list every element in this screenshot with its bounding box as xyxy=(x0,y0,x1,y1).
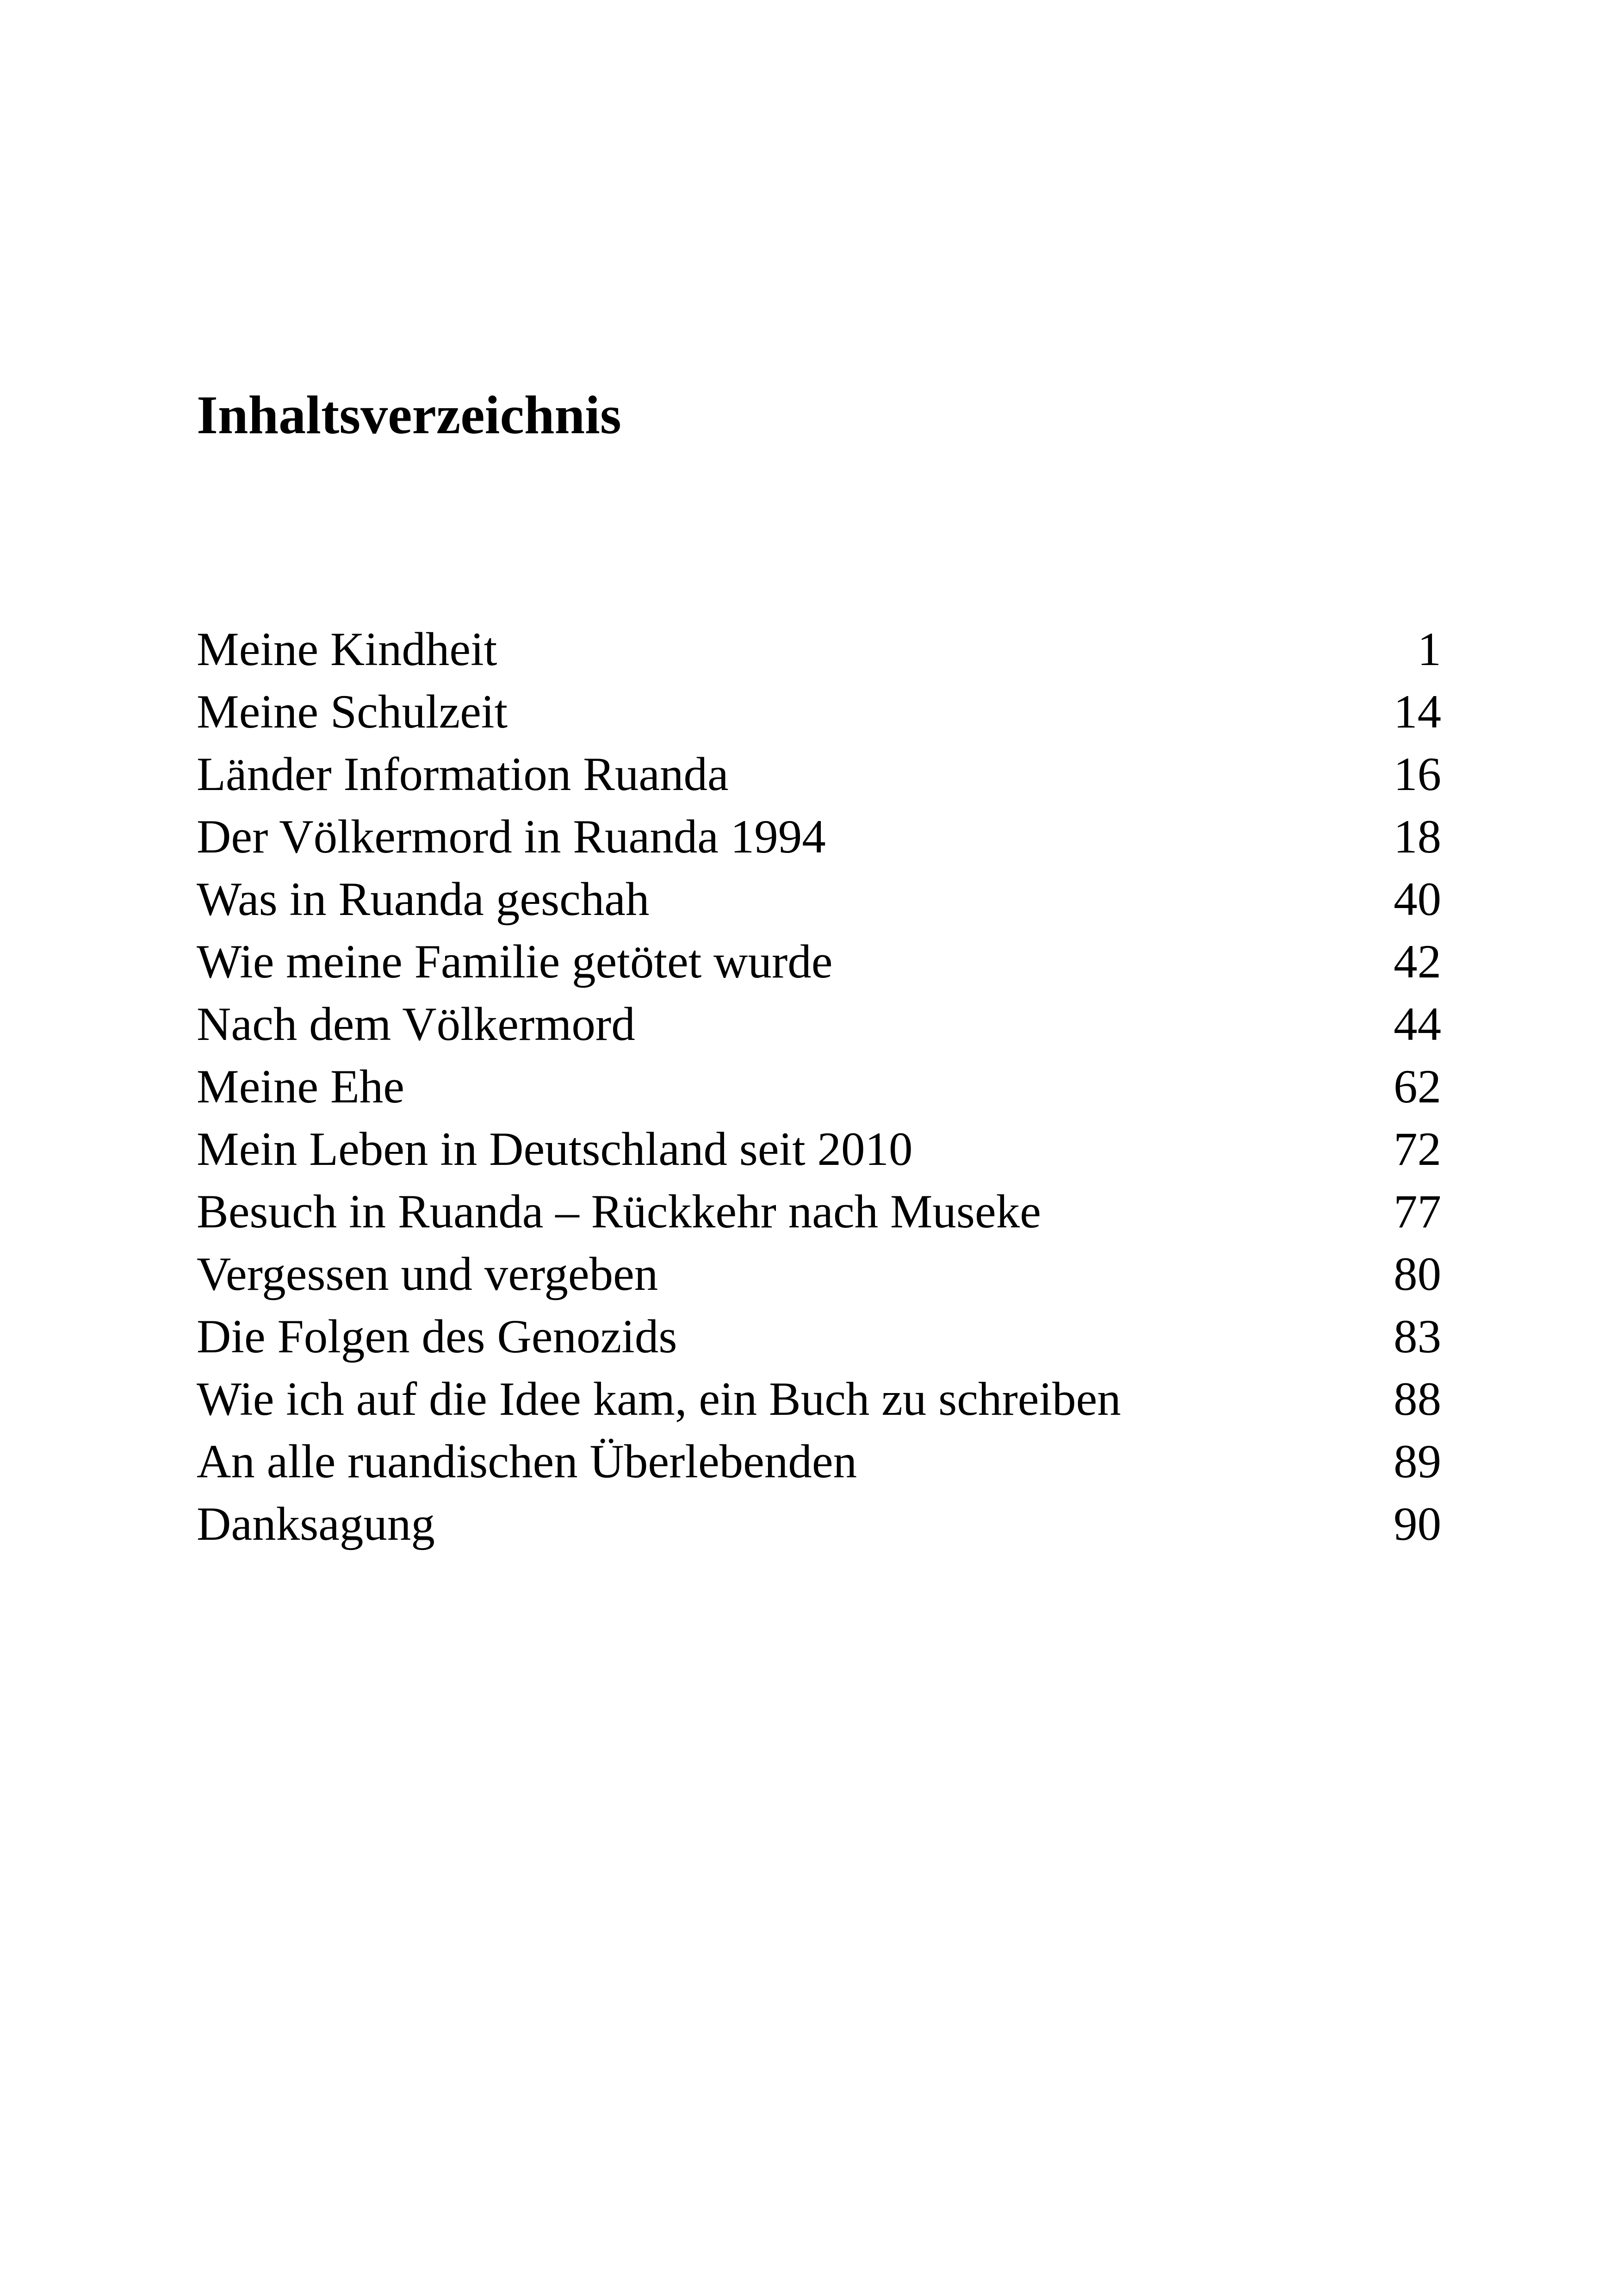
toc-entry xyxy=(197,1493,1441,1556)
toc-entry-title: Länder Information Ruanda xyxy=(197,748,729,801)
toc-entry-page-number: 72 xyxy=(1394,1123,1441,1176)
toc-entry-page-number: 88 xyxy=(1394,1373,1441,1425)
toc-entry-title: An alle ruandischen Überlebenden xyxy=(197,1435,857,1488)
toc-entry xyxy=(197,1118,1441,1181)
toc-entry xyxy=(197,1368,1441,1431)
toc-entry-page-number: 89 xyxy=(1394,1435,1441,1488)
toc-entry xyxy=(197,1243,1441,1306)
toc-entry xyxy=(197,1431,1441,1493)
toc-entry-page-number: 62 xyxy=(1394,1060,1441,1113)
toc-entry-title: Was in Ruanda geschah xyxy=(197,873,650,926)
toc-entry-page-number: 42 xyxy=(1394,935,1441,988)
toc-entry xyxy=(197,1306,1441,1368)
toc-entry xyxy=(197,931,1441,993)
toc-entry-page-number: 40 xyxy=(1394,873,1441,926)
toc-entry xyxy=(197,868,1441,931)
toc-entry-title: Vergessen und vergeben xyxy=(197,1248,658,1300)
toc-entry-page-number: 16 xyxy=(1394,748,1441,801)
toc-entry-page-number: 90 xyxy=(1394,1498,1441,1550)
toc-entry-title: Wie ich auf die Idee kam, ein Buch zu schreiben xyxy=(197,1373,1121,1425)
toc-entry xyxy=(197,743,1441,806)
toc-entry xyxy=(197,1181,1441,1243)
toc-entry-page-number: 18 xyxy=(1394,810,1441,863)
toc-entry-title: Nach dem Völkermord xyxy=(197,998,635,1051)
toc-entry-page-number: 44 xyxy=(1394,998,1441,1051)
toc-entry xyxy=(197,681,1441,743)
toc-entry-title: Die Folgen des Genozids xyxy=(197,1310,677,1363)
toc-entry-page-number: 1 xyxy=(1417,623,1441,676)
toc-entry-title: Meine Kindheit xyxy=(197,623,497,676)
toc-entry-title: Meine Ehe xyxy=(197,1060,405,1113)
toc-entry-page-number: 80 xyxy=(1394,1248,1441,1300)
toc-entry-title: Der Völkermord in Ruanda 1994 xyxy=(197,810,826,863)
toc-entry-page-number: 83 xyxy=(1394,1310,1441,1363)
toc-entry-title: Besuch in Ruanda – Rückkehr nach Museke xyxy=(197,1185,1041,1238)
toc-entry xyxy=(197,618,1441,681)
page-title: Inhaltsverzeichnis xyxy=(197,385,621,445)
toc-entry-title: Mein Leben in Deutschland seit 2010 xyxy=(197,1123,913,1176)
toc-entry-page-number: 77 xyxy=(1394,1185,1441,1238)
toc-entry xyxy=(197,806,1441,868)
toc-entry-title: Danksagung xyxy=(197,1498,435,1550)
toc-entry xyxy=(197,993,1441,1056)
toc-entry xyxy=(197,1056,1441,1118)
toc-entry-page-number: 14 xyxy=(1394,685,1441,738)
table-of-contents xyxy=(197,618,1441,1556)
toc-entry-title: Meine Schulzeit xyxy=(197,685,508,738)
toc-entry-title: Wie meine Familie getötet wurde xyxy=(197,935,833,988)
